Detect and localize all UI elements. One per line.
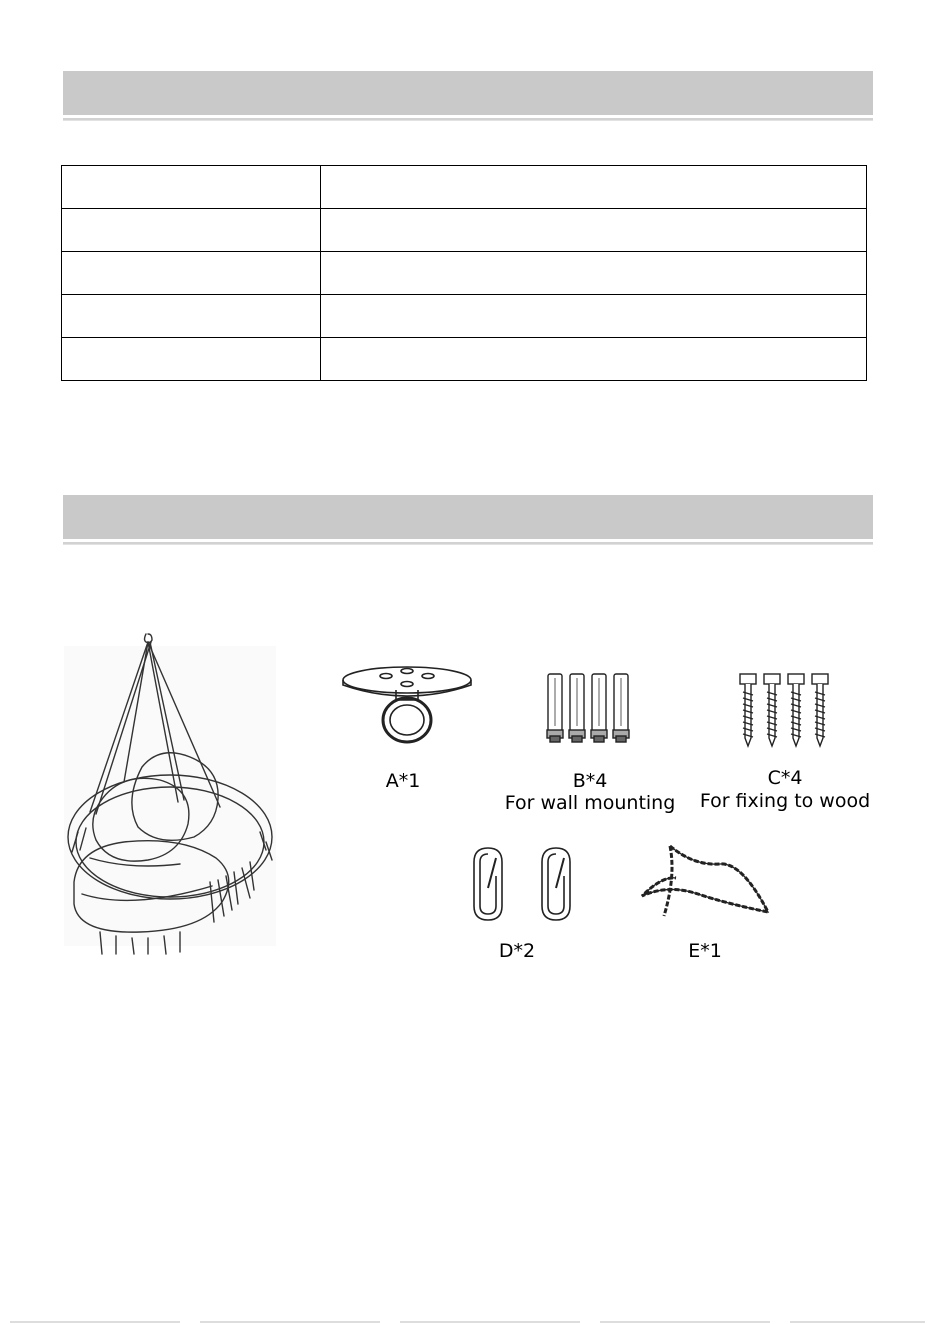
- spec-label: [62, 338, 321, 381]
- wall-anchor-icon: [542, 668, 634, 746]
- table-row: [62, 252, 867, 295]
- part-b-code: B*4: [572, 770, 608, 792]
- section-divider: [63, 542, 873, 545]
- spec-value: [321, 295, 867, 338]
- spec-label: [62, 209, 321, 252]
- hanging-chair-icon: [60, 632, 280, 962]
- spec-label: [62, 166, 321, 209]
- spec-value: [321, 166, 867, 209]
- spec-label: [62, 295, 321, 338]
- spec-label: [62, 252, 321, 295]
- section-header-specifications: [63, 71, 873, 115]
- part-e-code: E*1: [688, 940, 722, 962]
- ceiling-mount-plate-icon: [340, 662, 474, 746]
- lag-screw-icon: [734, 672, 832, 752]
- chain-icon: [636, 840, 774, 930]
- spec-value: [321, 209, 867, 252]
- spec-value: [321, 338, 867, 381]
- part-b-note: For wall mounting: [504, 792, 676, 814]
- table-row: [62, 295, 867, 338]
- section-divider: [63, 118, 873, 121]
- part-a-code: A*1: [385, 770, 421, 792]
- table-row: [62, 338, 867, 381]
- part-c-note: For fixing to wood: [699, 790, 871, 812]
- part-c-code: C*4: [767, 767, 803, 789]
- spec-value: [321, 252, 867, 295]
- table-row: [62, 209, 867, 252]
- page-edge-marks: [0, 1320, 933, 1324]
- carabiner-icon: [470, 842, 582, 926]
- section-header-parts: [63, 495, 873, 539]
- part-d-code: D*2: [498, 940, 536, 962]
- table-row: [62, 166, 867, 209]
- specification-table: [61, 165, 867, 381]
